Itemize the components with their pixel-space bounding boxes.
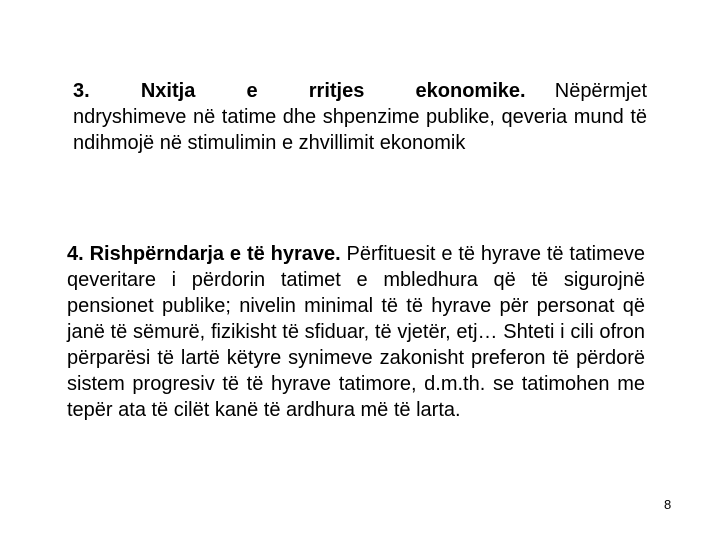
section-heading-4: 4. Rishpërndarja e të hyrave. xyxy=(67,243,341,265)
paragraph-economic-growth xyxy=(73,78,647,156)
page-number: 8 xyxy=(664,497,672,512)
section-body-4: Përfituesit e të hyrave të tatimeve qeveritare i përdorin tatimet e mbledhura që të sigurojnë pensionet publike; nivelin minimal të të hyrave për personat që janë të sëmurë, fizikisht të sfiduar, të vjetër, etj… Shteti i cili ofron përparësi të lartë këtyre synimeve zakonisht preferon të përdorë sistem progresiv të të hyrave tatimore, d.m.th. se tatimohen me tepër ata të cilët kanë të ardhura më të larta. xyxy=(67,243,645,421)
section-heading-3: 3. Nxitja e rritjes ekonomike. xyxy=(73,80,526,102)
paragraph-income-redistribution xyxy=(67,241,645,423)
section-body-3: Nëpërmjet ndryshimeve në tatime dhe shpenzime publike, qeveria mund të ndihmojë në stimulimin e zhvillimit ekonomik xyxy=(73,80,648,154)
